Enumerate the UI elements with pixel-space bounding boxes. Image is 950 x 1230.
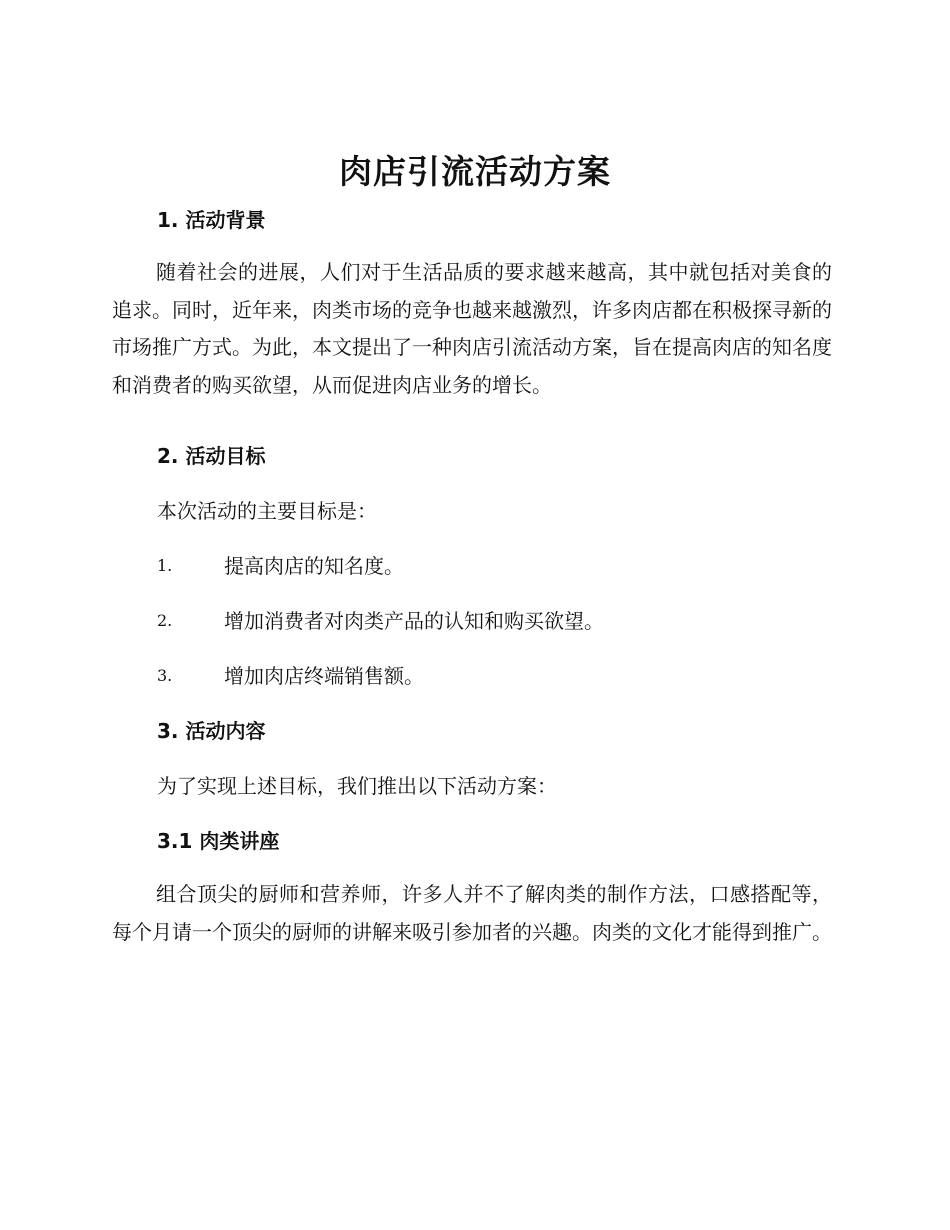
goal-item-number: 1. [157,556,173,575]
goal-item-text: 增加肉店终端销售额。 [224,664,424,688]
section-heading-goals: 2. 活动目标 [157,444,266,468]
content-intro: 为了实现上述目标，我们推出以下活动方案： [157,774,557,798]
section-heading-content: 3. 活动内容 [157,719,266,743]
section-heading-background: 1. 活动背景 [157,208,266,232]
goal-item-number: 3. [157,666,173,685]
goals-intro: 本次活动的主要目标是： [157,499,377,523]
subsection-heading-lecture: 3.1 肉类讲座 [157,829,280,853]
goal-item-text: 增加消费者对肉类产品的认知和购买欲望。 [224,609,604,633]
background-paragraph: 随着社会的进展，人们对于生活品质的要求越来越高，其中就包括对美食的追求。同时，近年来，肉类市场的竞争也越来越激烈，许多肉店都在积极探寻新的市场推广方式。为此，本文提出了一种肉店引流活动方案，旨在提高肉店的知名度和消费者的购买欲望，从而促进肉店业务的增长。 [112,260,832,397]
document-title: 肉店引流活动方案 [339,152,611,191]
lecture-paragraph: 组合顶尖的厨师和营养师，许多人并不了解肉类的制作方法，口感搭配等，每个月请一个顶尖的厨师的讲解来吸引参加者的兴趣。肉类的文化才能得到推广。 [112,882,832,944]
goal-item-text: 提高肉店的知名度。 [224,554,404,578]
goal-item-number: 2. [157,611,173,630]
